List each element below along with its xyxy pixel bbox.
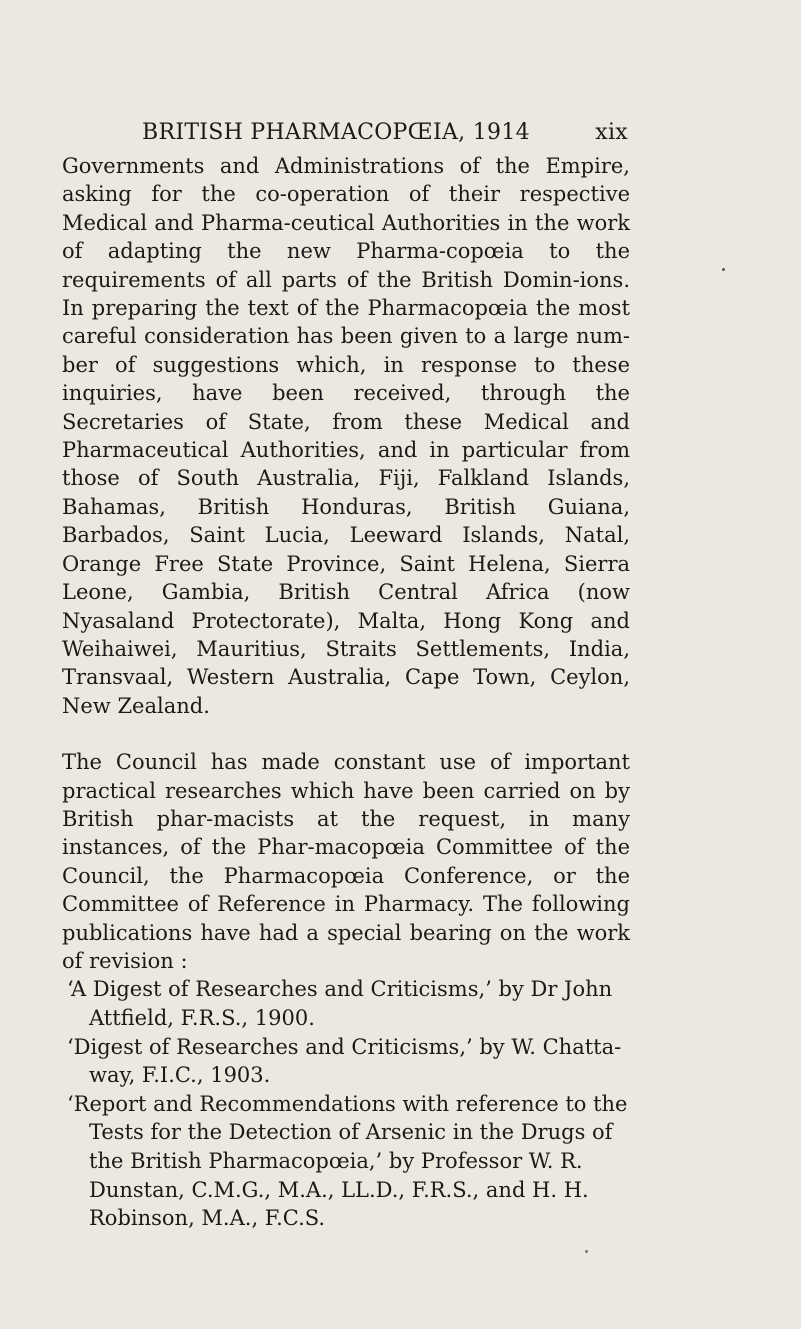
publication-item: ‘Report and Recommendations with reference to the Tests for the Detection of Arsenic in the Drugs of the British Pharmacopœia,’ by Professor W. R. Dunstan, C.M.G., M.A., LL.D., F.R.S., and H. H. Robinson, M.A., F.C.S. bbox=[67, 1091, 628, 1231]
publication-item: ‘A Digest of Researches and Criticisms,’ by Dr John Attfield, F.R.S., 1900. bbox=[67, 977, 613, 1030]
print-speck bbox=[585, 1250, 588, 1253]
running-head-title: BRITISH PHARMACOPŒIA, 1914 bbox=[142, 120, 530, 145]
paragraph-council-researches: The Council has made constant use of important practical researches which have been carried on by British phar-macists at the request, in many instances, of the Phar-macopœia Committee of the Council, the Pharmacopœia Conference, or the Committee of Reference in Pharmacy. The following publications have had a special bearing on the work of revision : bbox=[62, 750, 630, 973]
publication-item: ‘Digest of Researches and Criticisms,’ by W. Chatta-way, F.I.C., 1903. bbox=[67, 1034, 622, 1088]
body-text bbox=[62, 152, 630, 1233]
publications-list bbox=[62, 975, 630, 1232]
page-number: xix bbox=[595, 120, 628, 145]
print-speck bbox=[722, 268, 725, 271]
paragraph-empire-authorities: Governments and Administrations of the Empire, asking for the co-operation of their respective Medical and Pharma-ceutical Authorities in the work of adapting the new Pharma-copœia to the requirements of all parts of the British Domin-ions. In preparing the text of the Pharmacopœia the most careful consideration has been given to a large num-ber of suggestions which, in response to these inquiries, have been received, through the Secretaries of State, from these Medical and Pharmaceutical Authorities, and in particular from those of South Australia, Fiji, Falkland Islands, Bahamas, British Honduras, British Guiana, Barbados, Saint Lucia, Leeward Islands, Natal, Orange Free State Province, Saint Helena, Sierra Leone, Gambia, British Central Africa (now Nyasaland Protectorate), Malta, Hong Kong and Weihaiwei, Mauritius, Straits Settlements, India, Transvaal, Western Australia, Cape Town, Ceylon, New Zealand. bbox=[62, 154, 630, 718]
